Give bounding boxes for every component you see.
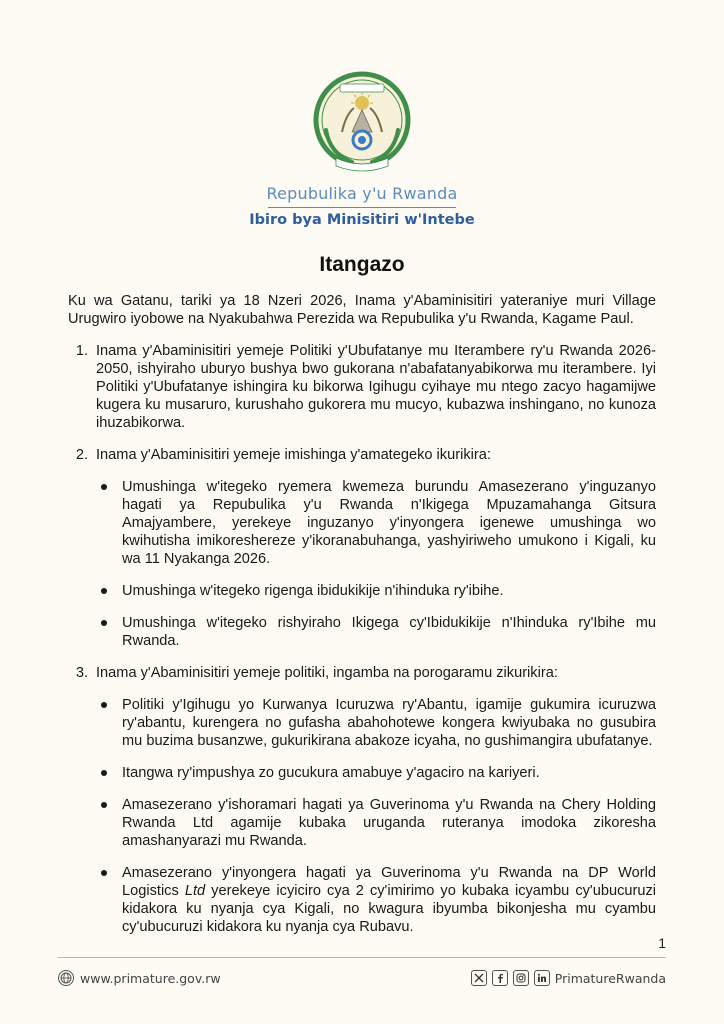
bullet-icon <box>101 770 107 776</box>
footer-social <box>471 970 666 986</box>
sub-item-text <box>122 865 656 935</box>
website-link[interactable]: www.primature.gov.rw <box>80 970 221 986</box>
org-name: Repubulika y'u Rwanda <box>266 184 458 203</box>
italic-text: Ltd <box>184 883 206 899</box>
footer-divider <box>58 957 666 958</box>
facebook-icon[interactable] <box>492 970 508 986</box>
sub-list-item <box>96 614 656 650</box>
bullet-icon <box>101 702 107 708</box>
page-number: 1 <box>658 935 666 951</box>
intro-paragraph: Ku wa Gatanu, tariki ya 18 Nzeri 2026, Inama y'Abaminisitiri yateraniye muri Village Urugwiro iyobowe na Nyakubahwa Perezida wa Repubulika y'u Rwanda, Kagame Paul. <box>68 293 656 327</box>
item-text: Inama y'Abaminisitiri yemeje imishinga y'amategeko ikurikira: <box>96 447 491 463</box>
sub-item-text: Politiki y'Igihugu yo Kurwanya Icuruzwa ry'Abantu, igamije gukumira icuruzwa ry'abantu, kurengera no gufasha abahohotewe kongera kwiyubaka no gusubira mu buzima busanzwe, gukurikirana abakoze icyaha, no gushimangira ubufatanye. <box>122 697 656 749</box>
bullet-icon <box>101 588 107 594</box>
bullet-icon <box>101 620 107 626</box>
document-title: Itangazo <box>319 253 405 276</box>
sub-list-item <box>96 864 656 936</box>
item-text: Inama y'Abaminisitiri yemeje Politiki y'Ubufatanye mu Iterambere ry'u Rwanda 2026-2050, ishyiraho uburyo bushya bwo gukorana n'abafatanyabikorwa mu iterambere. Iyi Politiki y'Ubufatanye ishingira ku bikorwa Igihugu cyihaye mu ntego zacyo hagamijwe kugera ku musaruro, kurushaho gukorera mu mucyo, kubazwa inshingano, no kunoza ihuzabikorwa. <box>96 343 656 431</box>
list-item <box>68 446 656 650</box>
header-divider <box>268 207 456 208</box>
sub-list-item <box>96 696 656 750</box>
item-number: 1. <box>75 343 88 359</box>
text-run: Amasezerano y'inyongera hagati ya Guverinoma y'u Rwanda na DP World Logistics <box>122 865 656 899</box>
office-name: Ibiro bya Minisitiri w'Intebe <box>249 212 475 228</box>
sub-list <box>96 696 656 936</box>
list-item <box>68 342 656 432</box>
item-text: Inama y'Abaminisitiri yemeje politiki, ingamba na porogaramu zikurikira: <box>96 665 558 681</box>
sub-list <box>96 478 656 650</box>
globe-icon <box>58 970 74 986</box>
resolutions-list <box>68 342 656 936</box>
sub-list-item <box>96 796 656 850</box>
item-number: 3. <box>75 665 88 681</box>
instagram-icon[interactable] <box>513 970 529 986</box>
rwanda-coat-of-arms-seal <box>312 70 412 176</box>
sub-item-text: Itangwa ry'impushya zo gucukura amabuye y'agaciro na kariyeri. <box>122 765 540 781</box>
text-run: yerekeye icyiciro cya 2 cy'imirimo yo kubaka icyambu cy'ubucuruzi kidakora ku nyanja cya Kigali, no kwagura ibyumba bikonjesha mu cyambu cy'ubucuruzi kidakora ku nyanja cya Rubavu. <box>122 883 656 935</box>
item-number: 2. <box>75 447 88 463</box>
sub-list-item <box>96 478 656 568</box>
sub-item-text: Umushinga w'itegeko rigenga ibidukikije n'ihinduka ry'ibihe. <box>122 583 504 599</box>
sub-list-item <box>96 764 656 782</box>
bullet-icon <box>101 802 107 808</box>
bullet-icon <box>101 870 107 876</box>
sub-list-item <box>96 582 656 600</box>
document-body <box>68 292 656 950</box>
social-handle[interactable]: PrimatureRwanda <box>554 970 666 986</box>
footer-website[interactable] <box>58 970 221 986</box>
bullet-icon <box>101 484 107 490</box>
linkedin-icon[interactable] <box>534 970 550 986</box>
sub-item-text: Umushinga w'itegeko ryemera kwemeza burundu Amasezerano y'inguzanyo hagati ya Repubulika y'u Rwanda n'Ikigega Mpuzamahanga Gitsura Amajyambere, yerekeye inguzanyo y'inyongera igenewe umushinga wo kwihutisha imikoreshereze y'ikoranabuhanga, yashyiriweho umukono i Kigali, ku wa 11 Nyakanga 2026. <box>122 479 656 567</box>
list-item <box>68 664 656 936</box>
sub-item-text: Umushinga w'itegeko rishyiraho Ikigega cy'Ibidukikije n'Ihinduka ry'Ibihe mu Rwanda. <box>122 615 656 649</box>
x-icon[interactable] <box>471 970 487 986</box>
sub-item-text: Amasezerano y'ishoramari hagati ya Guverinoma y'u Rwanda na Chery Holding Rwanda Ltd agamije kubaka uruganda ruteranya imodoka zikoresha amashanyarazi mu Rwanda. <box>122 797 656 849</box>
